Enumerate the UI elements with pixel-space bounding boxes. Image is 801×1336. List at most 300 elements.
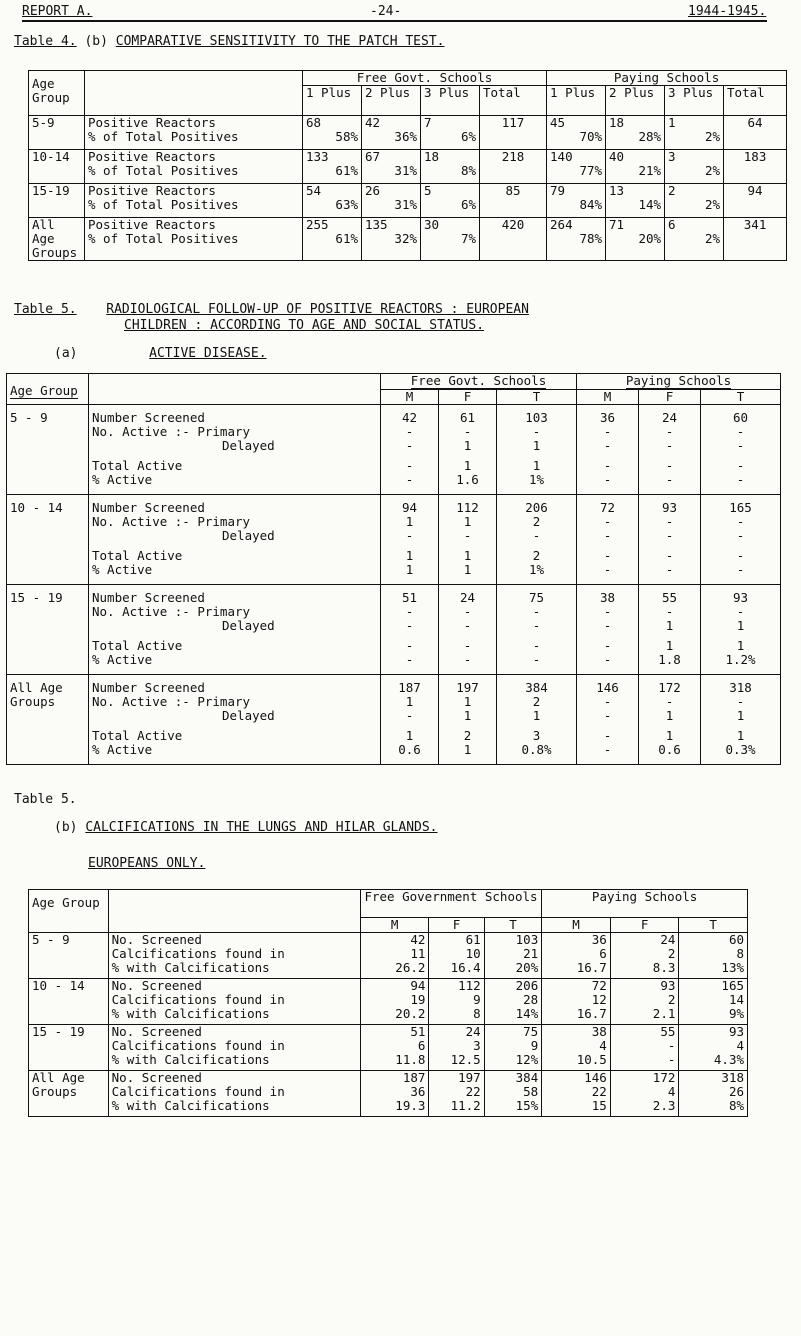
cell-value: 146 [584, 1070, 607, 1085]
value-cell [610, 1071, 679, 1117]
cell-value: 9% [728, 1006, 744, 1021]
table4-title: Table 4. [14, 34, 77, 49]
value-cell [480, 184, 547, 218]
cell-value: - [532, 638, 541, 653]
cell-value: - [532, 528, 541, 543]
row-label: Number Screened [92, 500, 205, 515]
table4-paying-header: Paying Schools [547, 71, 787, 86]
cell-value: 318 [721, 1070, 744, 1085]
cell-value: - [665, 514, 674, 529]
cell-value: - [603, 652, 612, 667]
age-group-cell: 5 - 9 [29, 933, 109, 979]
cell-value: 93 [660, 978, 676, 993]
value-cell [724, 184, 787, 218]
value-cell [421, 150, 480, 184]
table5b-heading: CALCIFICATIONS IN THE LUNGS AND HILAR GLANDS. [85, 820, 438, 835]
cell-value: 11.2 [450, 1098, 481, 1113]
value-cell [429, 1071, 484, 1117]
cell-value: 112 [458, 978, 481, 993]
table5b-paying-header: Paying Schools [542, 890, 748, 918]
row-label: % Active [92, 742, 153, 757]
row-label-cell [85, 218, 303, 261]
value-cell [606, 218, 665, 261]
table5b [28, 889, 748, 1117]
cell-value: 1 [463, 458, 472, 473]
cell-value: - [603, 424, 612, 439]
value-cell [724, 116, 787, 150]
cell-value: 1% [528, 562, 545, 577]
row-label-cell [89, 585, 381, 675]
value-cell [665, 150, 724, 184]
table5a-col-header: M [381, 390, 439, 405]
table-row [29, 184, 787, 218]
cell-value: 38 [591, 1024, 607, 1039]
value-cell [484, 933, 542, 979]
cell-value: 2 [667, 946, 676, 961]
cell-value: 38 [599, 590, 616, 605]
count-value: 341 [743, 217, 767, 232]
cell-value: 318 [729, 680, 752, 695]
count-value: 420 [501, 217, 525, 232]
cell-value: 11 [410, 946, 426, 961]
cell-value: 10 [465, 946, 481, 961]
age-group-cell: 15-19 [29, 184, 85, 218]
report-label: REPORT A. [22, 4, 93, 19]
percent-value: 6% [460, 129, 476, 144]
row-label: Delayed [222, 708, 275, 723]
cell-value: - [665, 562, 674, 577]
cell-value: - [665, 694, 674, 709]
table5a-age-header: Age Group [7, 374, 89, 405]
percent-value: 21% [638, 163, 662, 178]
header-rule [22, 20, 767, 22]
value-cell [497, 495, 577, 585]
value-cell [577, 405, 639, 495]
count-value: 3 [668, 149, 676, 164]
row-label: Delayed [222, 438, 275, 453]
cell-value: 1 [405, 694, 414, 709]
value-cell [480, 150, 547, 184]
cell-value: - [603, 638, 612, 653]
value-cell [606, 116, 665, 150]
percent-value [727, 232, 783, 246]
age-group-cell: All Age Groups [29, 1071, 109, 1117]
value-cell [610, 1025, 679, 1071]
cell-value: - [667, 1052, 676, 1067]
row-label-cell [85, 116, 303, 150]
age-group-cell: 10-14 [29, 150, 85, 184]
value-cell [679, 979, 748, 1025]
row-label: Positive Reactors [88, 149, 216, 164]
value-cell [679, 933, 748, 979]
percent-value: 2% [704, 163, 721, 178]
age-group-cell: 5-9 [29, 116, 85, 150]
cell-value: 36 [410, 1084, 426, 1099]
cell-value: - [463, 528, 472, 543]
row-label: No. Screened [111, 1024, 202, 1039]
cell-value: 20% [515, 960, 539, 975]
cell-value: - [736, 562, 745, 577]
cell-value: 24 [660, 932, 676, 947]
cell-value: 15 [591, 1098, 607, 1113]
percent-value [483, 232, 543, 246]
cell-value: 16.7 [576, 1006, 607, 1021]
table-row [7, 495, 781, 585]
row-label: No. Active :- Primary [92, 604, 251, 619]
cell-value: 24 [465, 1024, 481, 1039]
count-value: 18 [609, 115, 625, 130]
cell-value: 16.7 [576, 960, 607, 975]
table5b-title: Table 5. [14, 792, 77, 807]
cell-value: 14 [728, 992, 744, 1007]
percent-value: 84% [579, 197, 603, 212]
table-row [7, 675, 781, 765]
table4-subtitle: (b) [84, 34, 108, 49]
cell-value: 165 [721, 978, 744, 993]
value-cell [610, 979, 679, 1025]
value-cell [381, 495, 439, 585]
count-value: 94 [747, 183, 763, 198]
value-cell [577, 585, 639, 675]
cell-value: 1 [463, 742, 472, 757]
row-label: Calcifications found in [111, 946, 285, 961]
cell-value: 1 [463, 438, 472, 453]
value-cell [439, 405, 497, 495]
age-group-cell: All Age Groups [7, 675, 89, 765]
cell-value: 1 [532, 438, 541, 453]
percent-value: 2% [704, 197, 721, 212]
table5b-free-header: Free Government Schools [360, 890, 541, 918]
cell-value: 1 [463, 708, 472, 723]
percent-value: 36% [394, 129, 417, 144]
value-cell [606, 184, 665, 218]
cell-value: 1.6 [456, 472, 479, 487]
cell-value: - [603, 728, 612, 743]
count-value: 135 [365, 217, 388, 232]
row-label: No. Screened [111, 978, 202, 993]
value-cell [480, 218, 547, 261]
cell-value: - [532, 424, 541, 439]
row-label: % of Total Positives [88, 163, 239, 178]
table5a [6, 373, 781, 765]
value-cell [303, 218, 362, 261]
cell-value: 1 [405, 514, 414, 529]
age-group-cell: 15 - 19 [7, 585, 89, 675]
cell-value: 1 [736, 638, 745, 653]
cell-value: 22 [465, 1084, 481, 1099]
cell-value: 187 [402, 1070, 426, 1085]
percent-value: 8% [460, 163, 476, 178]
value-cell [484, 979, 542, 1025]
cell-value: 42 [401, 410, 418, 425]
cell-value: 1 [736, 618, 745, 633]
cell-value: - [603, 604, 612, 619]
cell-value: 2 [463, 728, 472, 743]
cell-value: 0.3% [725, 742, 756, 757]
value-cell [484, 1071, 542, 1117]
row-label-cell [108, 1025, 360, 1071]
count-value: 40 [609, 149, 625, 164]
percent-value: 2% [704, 231, 721, 246]
cell-value: 2 [667, 992, 676, 1007]
cell-value: 197 [458, 1070, 481, 1085]
table5b-col-header: T [679, 918, 748, 933]
percent-value: 61% [335, 163, 358, 178]
count-value: 183 [743, 149, 767, 164]
cell-value: - [603, 458, 612, 473]
cell-value: - [603, 618, 612, 633]
value-cell [303, 150, 362, 184]
row-label: % of Total Positives [88, 129, 239, 144]
cell-value: 94 [410, 978, 426, 993]
count-value: 79 [550, 183, 566, 198]
cell-value: 26 [728, 1084, 744, 1099]
cell-value: 112 [456, 500, 479, 515]
table4-age-header: Age Group [29, 71, 85, 116]
cell-value: - [665, 424, 674, 439]
table4-heading: COMPARATIVE SENSITIVITY TO THE PATCH TEST. [115, 34, 445, 49]
table4-col-header: Total [724, 86, 787, 116]
table5a-free-header: Free Govt. Schools [381, 374, 577, 390]
cell-value: 72 [591, 978, 607, 993]
cell-value: 72 [599, 500, 616, 515]
table4-col-header: 2 Plus [606, 86, 665, 116]
cell-value: 14% [515, 1006, 539, 1021]
cell-value: 1.2% [725, 652, 756, 667]
cell-value: - [603, 548, 612, 563]
age-group-cell: All Age Groups [29, 218, 85, 261]
cell-value: - [405, 438, 414, 453]
cell-value: 3 [532, 728, 541, 743]
count-value: 30 [424, 217, 440, 232]
row-label-cell [108, 979, 360, 1025]
cell-value: - [736, 458, 745, 473]
percent-value [483, 198, 543, 212]
cell-value: 11.8 [395, 1052, 426, 1067]
value-cell [360, 979, 429, 1025]
percent-value: 78% [579, 231, 603, 246]
percent-value [483, 164, 543, 178]
value-cell [679, 1025, 748, 1071]
cell-value: 10.5 [576, 1052, 607, 1067]
table5a-heading1: RADIOLOGICAL FOLLOW-UP OF POSITIVE REACTORS : EUROPEAN [106, 302, 529, 317]
cell-value: - [405, 618, 414, 633]
cell-value: 206 [525, 500, 548, 515]
table5a-title-line [14, 302, 529, 317]
cell-value: 61 [459, 410, 476, 425]
percent-value: 70% [579, 129, 603, 144]
row-label: No. Active :- Primary [92, 514, 251, 529]
cell-value: 16.4 [450, 960, 481, 975]
cell-value: 4.3% [713, 1052, 744, 1067]
value-cell [610, 933, 679, 979]
value-cell [542, 1071, 611, 1117]
cell-value: 9 [530, 1038, 539, 1053]
cell-value: 75 [523, 1024, 539, 1039]
count-value: 26 [365, 183, 381, 198]
cell-value: 172 [652, 1070, 676, 1085]
cell-value: 1 [405, 562, 414, 577]
cell-value: 19.3 [395, 1098, 426, 1113]
cell-value: - [532, 652, 541, 667]
count-value: 13 [609, 183, 625, 198]
value-cell [362, 218, 421, 261]
table-row [29, 218, 787, 261]
age-group-cell: 15 - 19 [29, 1025, 109, 1071]
cell-value: - [463, 652, 472, 667]
cell-value: 55 [661, 590, 678, 605]
cell-value: 13% [721, 960, 744, 975]
cell-value: 384 [525, 680, 548, 695]
cell-value: 36 [591, 932, 607, 947]
cell-value: - [405, 638, 414, 653]
cell-value: - [463, 618, 472, 633]
cell-value: - [665, 604, 674, 619]
cell-value: 60 [732, 410, 749, 425]
count-value: 2 [668, 183, 676, 198]
value-cell [360, 1025, 429, 1071]
percent-value [727, 164, 783, 178]
cell-value: 1 [463, 514, 472, 529]
cell-value: 103 [515, 932, 539, 947]
value-cell [639, 495, 701, 585]
cell-value: 1 [532, 458, 541, 473]
value-cell [665, 218, 724, 261]
value-cell [429, 1025, 484, 1071]
table-row [29, 150, 787, 184]
cell-value: 26.2 [395, 960, 426, 975]
percent-value: 58% [335, 129, 358, 144]
cell-value: 4 [667, 1084, 676, 1099]
cell-value: - [405, 458, 414, 473]
cell-value: 1 [665, 618, 674, 633]
value-cell [421, 184, 480, 218]
value-cell [421, 116, 480, 150]
cell-value: - [463, 604, 472, 619]
cell-value: - [532, 618, 541, 633]
value-cell [362, 116, 421, 150]
count-value: 5 [424, 183, 432, 198]
table5b-col-header: M [542, 918, 611, 933]
cell-value: 1 [463, 548, 472, 563]
cell-value: 1 [736, 708, 745, 723]
row-label: % with Calcifications [111, 1052, 270, 1067]
cell-value: - [665, 438, 674, 453]
count-value: 255 [306, 217, 329, 232]
row-label: Calcifications found in [111, 1084, 285, 1099]
value-cell [577, 675, 639, 765]
row-label: % Active [92, 652, 153, 667]
value-cell [701, 495, 781, 585]
percent-value: 32% [394, 231, 417, 246]
row-label: % of Total Positives [88, 197, 239, 212]
cell-value: 9 [473, 992, 481, 1007]
row-label: Positive Reactors [88, 115, 216, 130]
count-value: 6 [668, 217, 676, 232]
cell-value: 19 [410, 992, 426, 1007]
table4-label-header [85, 71, 303, 116]
row-label: Total Active [92, 728, 183, 743]
cell-value: 93 [661, 500, 678, 515]
table5a-col-header: F [639, 390, 701, 405]
table5b-col-header: F [610, 918, 679, 933]
cell-value: 1 [405, 548, 414, 563]
row-label: % Active [92, 472, 153, 487]
count-value: 64 [747, 115, 763, 130]
table5b-heading-line [54, 820, 438, 835]
cell-value: 1 [736, 728, 745, 743]
cell-value: 94 [401, 500, 418, 515]
row-label: Positive Reactors [88, 217, 216, 232]
cell-value: 1 [463, 562, 472, 577]
value-cell [724, 218, 787, 261]
cell-value: - [603, 694, 612, 709]
cell-value: 12.5 [450, 1052, 481, 1067]
row-label-cell [108, 1071, 360, 1117]
value-cell [497, 585, 577, 675]
count-value: 45 [550, 115, 566, 130]
cell-value: 1.8 [658, 652, 681, 667]
cell-value: - [736, 514, 745, 529]
table-row [29, 1071, 748, 1117]
table5b-sub-label: (b) [54, 820, 78, 835]
value-cell [484, 1025, 542, 1071]
cell-value: 75 [528, 590, 545, 605]
cell-value: 8.3 [652, 960, 676, 975]
value-cell [429, 933, 484, 979]
cell-value: 20.2 [395, 1006, 426, 1021]
age-group-cell: 10 - 14 [29, 979, 109, 1025]
value-cell [439, 495, 497, 585]
cell-value: 15% [515, 1098, 539, 1113]
count-value: 133 [306, 149, 329, 164]
row-label-cell [89, 495, 381, 585]
value-cell [547, 150, 606, 184]
row-label: Delayed [222, 618, 275, 633]
value-cell [439, 585, 497, 675]
value-cell [547, 184, 606, 218]
table5a-sub-label: (a) [54, 346, 78, 361]
value-cell [421, 218, 480, 261]
count-value: 1 [668, 115, 676, 130]
cell-value: - [736, 694, 745, 709]
table4-col-header: 1 Plus [547, 86, 606, 116]
cell-value: - [405, 472, 414, 487]
percent-value: 14% [638, 197, 662, 212]
cell-value: - [532, 604, 541, 619]
cell-value: - [463, 638, 472, 653]
cell-value: 12% [515, 1052, 539, 1067]
value-cell [542, 1025, 611, 1071]
cell-value: 165 [729, 500, 752, 515]
table5b-col-header: T [484, 918, 542, 933]
value-cell [606, 150, 665, 184]
age-group-cell: 10 - 14 [7, 495, 89, 585]
cell-value: 1% [528, 472, 545, 487]
table5a-sub-heading: ACTIVE DISEASE. [149, 346, 267, 361]
table5a-col-header: F [439, 390, 497, 405]
table4-col-header: Total [480, 86, 547, 116]
count-value: 54 [306, 183, 322, 198]
cell-value: 28 [523, 992, 539, 1007]
cell-value: 93 [732, 590, 749, 605]
table5a-paying-header: Paying Schools [577, 374, 781, 390]
cell-value: - [665, 528, 674, 543]
value-cell [381, 585, 439, 675]
table5a-label-header [89, 374, 381, 405]
value-cell [547, 116, 606, 150]
row-label: Number Screened [92, 590, 205, 605]
